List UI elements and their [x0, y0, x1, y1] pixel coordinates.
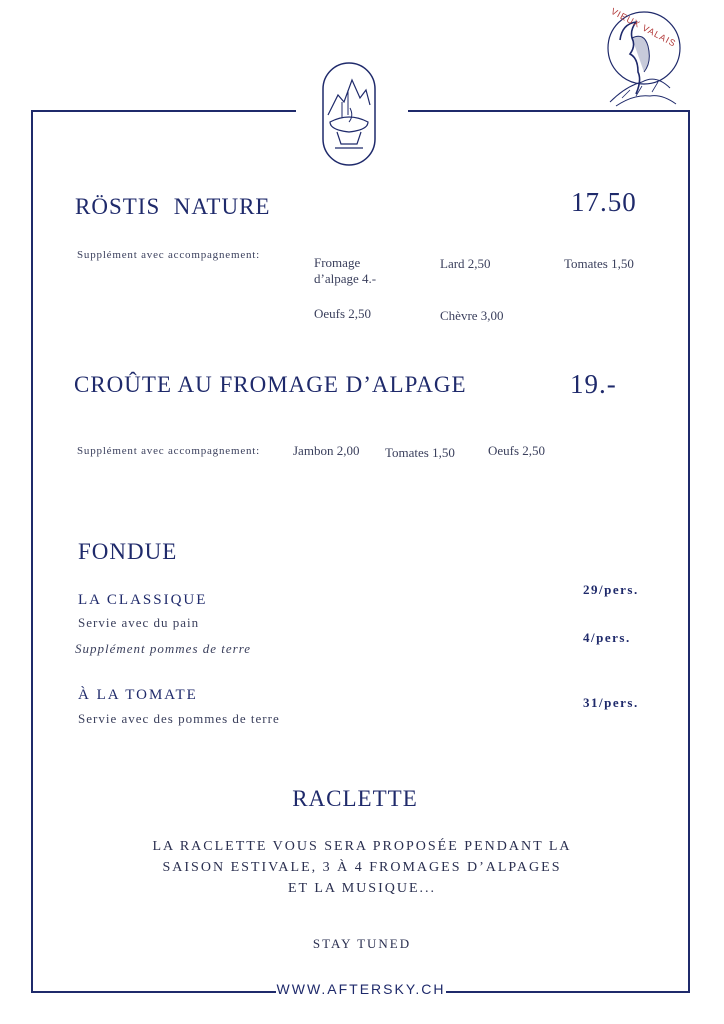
croute-title: CROÛTE AU FROMAGE D’ALPAGE: [74, 372, 467, 397]
raclette-title: RACLETTE: [292, 786, 418, 811]
frame-top-right: [408, 110, 690, 112]
raclette-line-1: LA RACLETTE VOUS SERA PROPOSÉE PENDANT LA: [152, 839, 572, 854]
rostis-option-fromage: Fromage d’alpage 4.-: [314, 255, 377, 286]
croute-option-oeufs: Oeufs 2,50: [488, 443, 546, 458]
frame-top-left: [31, 110, 296, 112]
fondue-logo-icon: [320, 60, 378, 168]
croute-price: 19.-: [570, 369, 617, 399]
tomate-desc: Servie avec des pommes de terre: [78, 711, 280, 726]
stay-tuned: STAY TUNED: [312, 936, 412, 951]
tomate-name: À LA TOMATE: [78, 687, 198, 703]
classique-supplement-price: 4/pers.: [583, 630, 631, 645]
croute-option-jambon: Jambon 2,00: [293, 443, 360, 458]
rostis-option-oeufs: Oeufs 2,50: [314, 306, 372, 321]
classique-desc: Servie avec du pain: [78, 615, 200, 630]
fondue-title: FONDUE: [78, 539, 178, 564]
raclette-line-3: ET LA MUSIQUE...: [287, 881, 437, 896]
frame-bottom-left: [31, 991, 276, 993]
website-link[interactable]: WWW.AFTERSKY.CH: [276, 981, 446, 997]
rostis-supplement-label: Supplément avec accompagnement:: [77, 249, 261, 261]
rostis-option-tomates: Tomates 1,50: [564, 256, 634, 271]
frame-bottom-right: [446, 991, 690, 993]
raclette-line-2: SAISON ESTIVALE, 3 À 4 FROMAGES D’ALPAGES: [162, 860, 562, 875]
ibex-badge-icon: [596, 2, 686, 110]
rostis-title: RÖSTIS NATURE: [75, 194, 271, 219]
classique-supplement: Supplément pommes de terre: [75, 641, 252, 656]
croute-supplement-label: Supplément avec accompagnement:: [77, 445, 261, 457]
badge-text: VIEUX VALAIS: [609, 6, 678, 49]
rostis-option-lard: Lard 2,50: [440, 256, 491, 271]
rostis-option-chevre: Chèvre 3,00: [440, 308, 504, 323]
rostis-price: 17.50: [571, 187, 637, 217]
croute-option-tomates: Tomates 1,50: [385, 445, 455, 460]
tomate-price: 31/pers.: [583, 695, 639, 710]
classique-name: LA CLASSIQUE: [78, 592, 208, 608]
classique-price: 29/pers.: [583, 582, 639, 597]
